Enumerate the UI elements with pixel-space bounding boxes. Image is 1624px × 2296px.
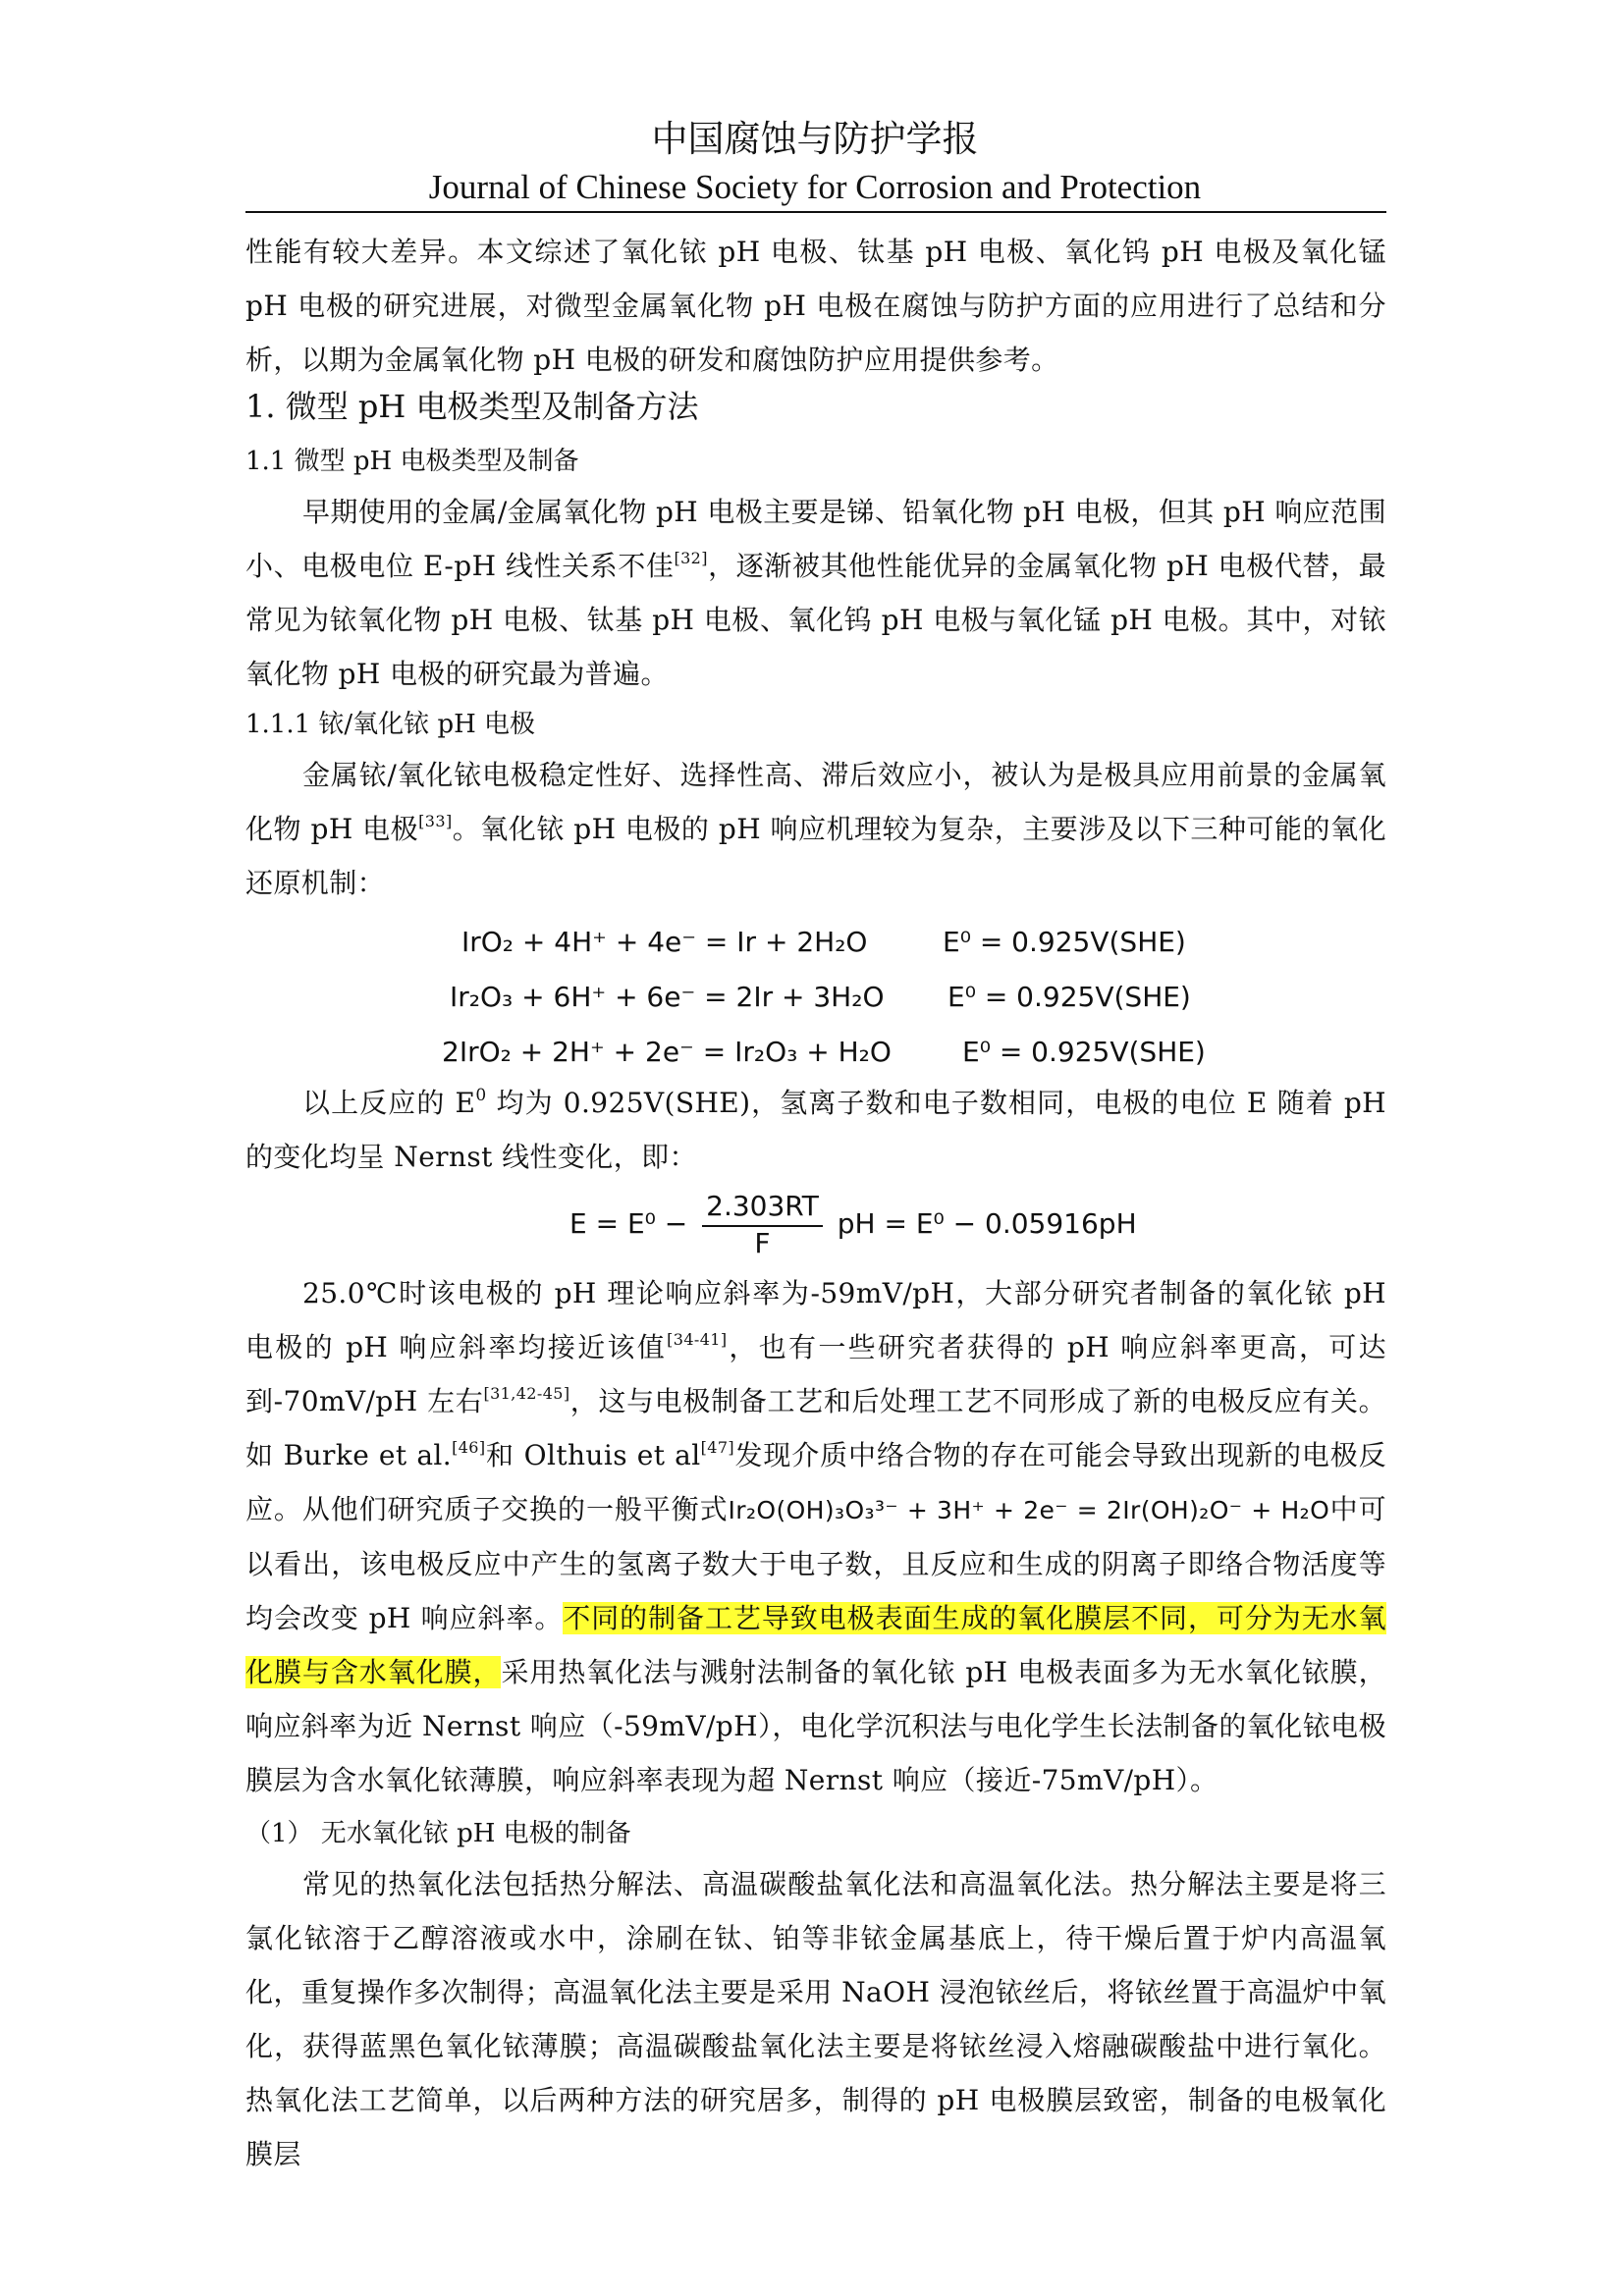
- citation: [33]: [418, 812, 453, 830]
- text-span: 采用热氧化法与溅射法制备的氧化铱 pH 电极表面多为无水氧化铱膜，响应斜率为近 Nernst 响应（-59mV/pH），电化学沉积法与电化学生长法制备的氧化铱电极膜层为含水氧化铱薄膜，响应斜率表现为超 Nernst 响应（接近-75mV/pH）。: [245, 1656, 1386, 1796]
- nernst-rhs: pH = E⁰ − 0.05916pH: [837, 1207, 1137, 1240]
- reaction-3-equation: 2IrO₂ + 2H⁺ + 2e⁻ = Ir₂O₃ + H₂O: [442, 1036, 892, 1068]
- reaction-1-potential: E⁰ = 0.925V(SHE): [943, 926, 1186, 958]
- text-span: 25.0℃时该电极的 pH 理论响应斜率为-59mV/pH，大部分研究者制备的氧化铱 pH 电极的 pH 响应斜率均接近该值: [245, 1277, 1386, 1363]
- text-span: ，也有一些研究者获得的 pH 响应斜率更高，可达到-70mV/pH 左右: [245, 1331, 1387, 1417]
- text-span: 发现介质中络合物的存在可能会导致出现新的电极反应。从他们研究质子交换的一般平衡式: [245, 1439, 1386, 1525]
- citation: [34-41]: [667, 1330, 728, 1349]
- text-span: 金属铱/氧化铱电极稳定性好、选择性高、滞后效应小，被认为是极具应用前景的金属氧化物 pH 电极: [245, 759, 1386, 845]
- section-1-heading: 1. 微型 pH 电极类型及制备方法: [245, 388, 699, 425]
- inline-equation: Ir₂O(OH)₃O₃³⁻ + 3H⁺ + 2e⁻ = 2Ir(OH)₂O⁻ + H₂O: [728, 1496, 1330, 1524]
- nernst-intro-paragraph: [245, 1076, 1386, 1184]
- journal-title-english: Journal of Chinese Society for Corrosion and Protection: [428, 168, 1202, 206]
- iridium-electrode-paragraph: [245, 748, 1386, 910]
- section-1-1-1-heading: 1.1.1 铱/氧化铱 pH 电极: [245, 710, 536, 739]
- early-electrodes-paragraph: [245, 485, 1386, 701]
- text-span: 和 Olthuis et al: [485, 1439, 701, 1471]
- citation: [31,42-45]: [483, 1384, 570, 1403]
- subsection-anhydrous-heading: （1） 无水氧化铱 pH 电极的制备: [245, 1819, 631, 1848]
- reaction-2-equation: Ir₂O₃ + 6H⁺ + 6e⁻ = 2Ir + 3H₂O: [450, 981, 885, 1013]
- text-span: 均为 0.925V(SHE)，氢离子数和电子数相同，电极的电位 E 随着 pH 的变化均呈 Nernst 线性变化，即：: [245, 1087, 1386, 1173]
- response-slope-paragraph: [245, 1266, 1386, 1807]
- text-span: ，逐渐被其他性能优异的金属氧化物 pH 电极代替，最常见为铱氧化物 pH 电极、钛基 pH 电极、氧化钨 pH 电极与氧化锰 pH 电极。其中，对铱氧化物 pH 电极的研究最为普遍。: [245, 550, 1387, 690]
- fraction-denominator: F: [754, 1227, 771, 1259]
- reaction-3-potential: E⁰ = 0.925V(SHE): [962, 1036, 1206, 1068]
- citation: [32]: [674, 549, 708, 567]
- nernst-fraction: [702, 1190, 823, 1260]
- text-span: 中可以看出，该电极反应中产生的氢离子数大于电子数，且反应和生成的阴离子即络合物活度等均会改变 pH 响应斜率。: [245, 1493, 1386, 1634]
- reaction-2-potential: E⁰ = 0.925V(SHE): [947, 981, 1191, 1013]
- highlighted-text: 不同的制备工艺导致电极表面生成的氧化膜层不同，可分为无水氧化膜与含水氧化膜，: [245, 1602, 1386, 1688]
- nernst-lhs: E = E⁰ −: [569, 1207, 688, 1240]
- header-rule: [245, 211, 1386, 213]
- intro-continuation-paragraph: 性能有较大差异。本文综述了氧化铱 pH 电极、钛基 pH 电极、氧化钨 pH 电极及氧化锰 pH 电极的研究进展，对微型金属氧化物 pH 电极在腐蚀与防护方面的应用进行了总结和分析，以期为金属氧化物 pH 电极的研发和腐蚀防护应用提供参考。: [245, 236, 1386, 376]
- text-span: 。氧化铱 pH 电极的 pH 响应机理较为复杂，主要涉及以下三种可能的氧化还原机制：: [245, 813, 1387, 899]
- nernst-equation: [569, 1190, 1137, 1260]
- text-span: 早期使用的金属/金属氧化物 pH 电极主要是锑、铅氧化物 pH 电极，但其 pH 响应范围小、电极电位 E-pH 线性关系不佳: [245, 496, 1386, 582]
- citation: [46]: [452, 1438, 486, 1457]
- superscript: 0: [475, 1086, 487, 1105]
- citation: [47]: [700, 1438, 735, 1457]
- journal-title-chinese: 中国腐蚀与防护学报: [651, 118, 979, 160]
- thermal-oxidation-paragraph: 常见的热氧化法包括热分解法、高温碳酸盐氧化法和高温氧化法。热分解法主要是将三氯化铱溶于乙醇溶液或水中，涂刷在钛、铂等非铱金属基底上，待干燥后置于炉内高温氧化，重复操作多次制得；高温氧化法主要是采用 NaOH 浸泡铱丝后，将铱丝置于高温炉中氧化，获得蓝黑色氧化铱薄膜；高温碳酸盐氧化法主要是将铱丝浸入熔融碳酸盐中进行氧化。热氧化法工艺简单，以后两种方法的研究居多，制得的 pH 电极膜层致密，制备的电极氧化膜层: [245, 1868, 1386, 2170]
- text-span: 以上反应的 E: [302, 1087, 476, 1119]
- section-1-1-heading: 1.1 微型 pH 电极类型及制备: [245, 447, 579, 476]
- text-span: ，这与电极制备工艺和后处理工艺不同形成了新的电极反应有关。如 Burke et al.: [245, 1385, 1386, 1471]
- fraction-numerator: 2.303RT: [702, 1190, 823, 1227]
- reaction-1-equation: IrO₂ + 4H⁺ + 4e⁻ = Ir + 2H₂O: [461, 926, 868, 958]
